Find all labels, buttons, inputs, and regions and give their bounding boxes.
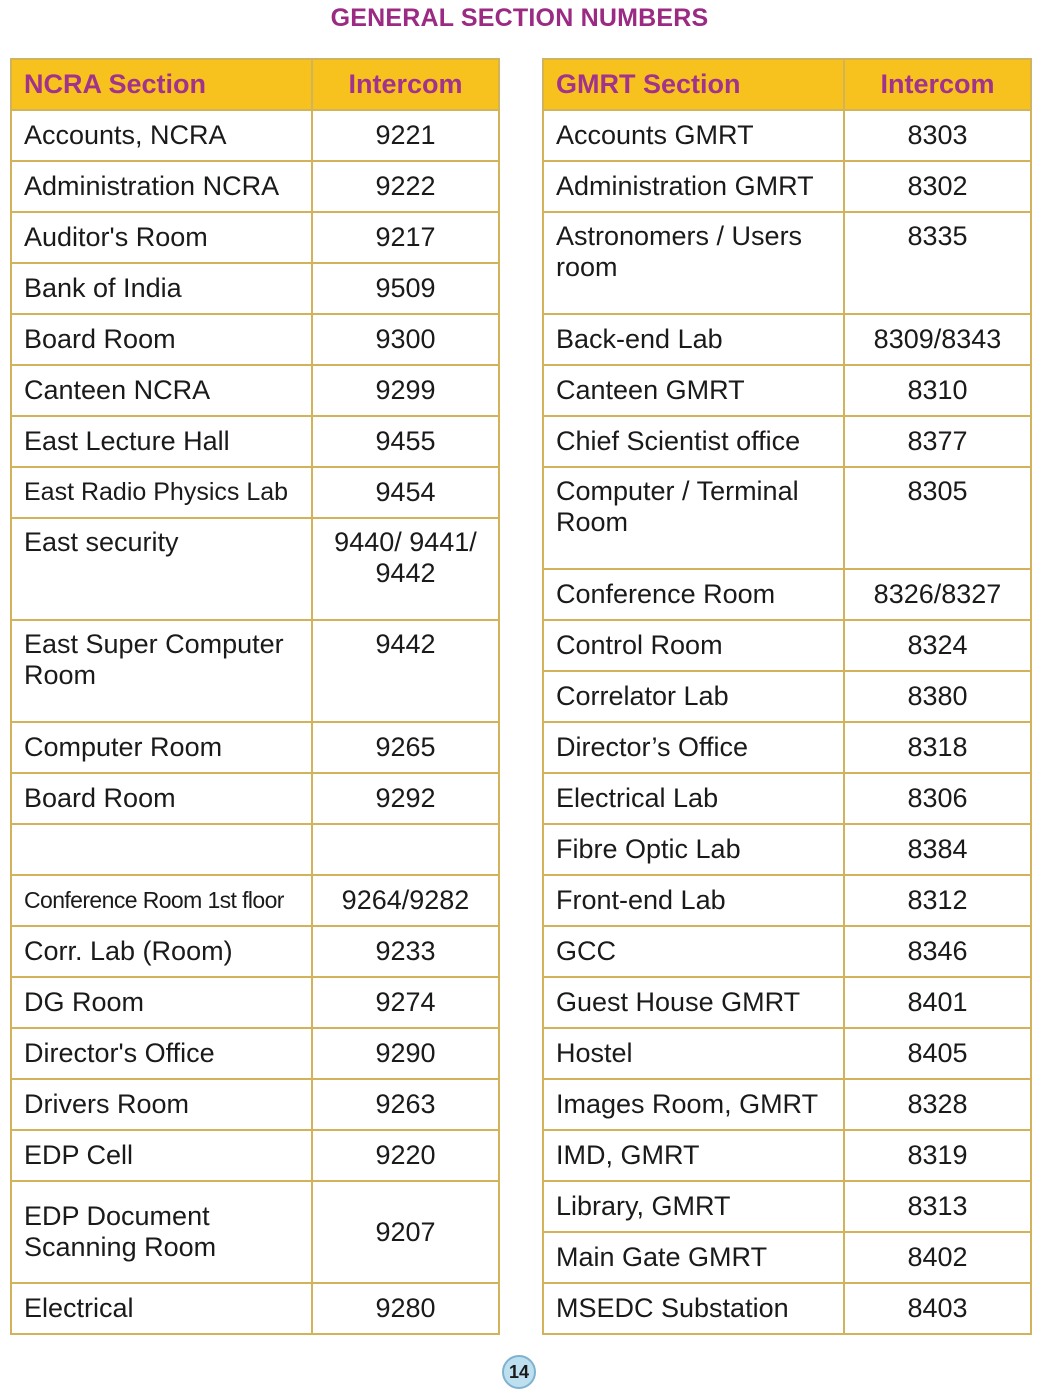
intercom-number: 8380: [844, 671, 1031, 722]
intercom-number: 9290: [312, 1028, 499, 1079]
table-row: [11, 1130, 499, 1181]
table-row: [543, 569, 1031, 620]
section-name: EDP Cell: [11, 1130, 312, 1181]
section-name: Front-end Lab: [543, 875, 844, 926]
table-row: [543, 671, 1031, 722]
table-row: [543, 926, 1031, 977]
intercom-number: 9233: [312, 926, 499, 977]
section-name: Library, GMRT: [543, 1181, 844, 1232]
table-row: [11, 1079, 499, 1130]
section-name: EDP Document Scanning Room: [11, 1181, 312, 1283]
intercom-number: 9299: [312, 365, 499, 416]
gmrt-table: [542, 58, 1032, 1335]
table-row: [11, 365, 499, 416]
section-name: Corr. Lab (Room): [11, 926, 312, 977]
intercom-number: 8403: [844, 1283, 1031, 1334]
section-name: Images Room, GMRT: [543, 1079, 844, 1130]
section-name: Chief Scientist office: [543, 416, 844, 467]
table-row: [543, 365, 1031, 416]
intercom-number: 9221: [312, 110, 499, 161]
section-name: Back-end Lab: [543, 314, 844, 365]
table-row: [543, 161, 1031, 212]
intercom-number: 9264/9282: [312, 875, 499, 926]
section-name: Control Room: [543, 620, 844, 671]
intercom-number: 8401: [844, 977, 1031, 1028]
section-name: Canteen GMRT: [543, 365, 844, 416]
page-number-badge: 14: [502, 1355, 536, 1389]
table-header-row: [11, 59, 499, 110]
intercom-number: 8319: [844, 1130, 1031, 1181]
table-row: [11, 1028, 499, 1079]
section-name: Board Room: [11, 314, 312, 365]
section-name: Accounts, NCRA: [11, 110, 312, 161]
intercom-number: 8310: [844, 365, 1031, 416]
table-row-empty: [11, 824, 499, 875]
table-row: [543, 416, 1031, 467]
intercom-number: 8335: [844, 212, 1031, 314]
intercom-number: 9274: [312, 977, 499, 1028]
intercom-number: 8303: [844, 110, 1031, 161]
intercom-number: 8328: [844, 1079, 1031, 1130]
intercom-number: 9442: [312, 620, 499, 722]
column-header-section: NCRA Section: [11, 59, 312, 110]
section-name: Accounts GMRT: [543, 110, 844, 161]
section-name: Correlator Lab: [543, 671, 844, 722]
intercom-number: 9217: [312, 212, 499, 263]
section-name: GCC: [543, 926, 844, 977]
section-name: DG Room: [11, 977, 312, 1028]
intercom-number: 8384: [844, 824, 1031, 875]
intercom-number: 9263: [312, 1079, 499, 1130]
table-row: [11, 977, 499, 1028]
section-name: [11, 824, 312, 875]
table-row: [543, 1028, 1031, 1079]
table-row: [11, 773, 499, 824]
intercom-number: 9454: [312, 467, 499, 518]
page-title: GENERAL SECTION NUMBERS: [330, 4, 709, 32]
section-name: Director’s Office: [543, 722, 844, 773]
intercom-number: [312, 824, 499, 875]
section-name: East Super Computer Room: [11, 620, 312, 722]
table-row: [543, 1232, 1031, 1283]
intercom-number: 8318: [844, 722, 1031, 773]
intercom-number: 8302: [844, 161, 1031, 212]
intercom-number: 8402: [844, 1232, 1031, 1283]
table-row: [11, 314, 499, 365]
table-row: [11, 1181, 499, 1283]
table-header-row: [543, 59, 1031, 110]
table-row: [11, 722, 499, 773]
section-name: East security: [11, 518, 312, 620]
table-row: [543, 1130, 1031, 1181]
table-row: [11, 467, 499, 518]
column-header-intercom: Intercom: [844, 59, 1031, 110]
section-name: Astronomers / Users room: [543, 212, 844, 314]
table-row: [543, 1283, 1031, 1334]
table-row: [543, 314, 1031, 365]
table-row: [543, 824, 1031, 875]
table-row: [543, 722, 1031, 773]
intercom-number: 8306: [844, 773, 1031, 824]
section-name: East Lecture Hall: [11, 416, 312, 467]
table-row: [11, 875, 499, 926]
table-row: [543, 977, 1031, 1028]
section-name: Hostel: [543, 1028, 844, 1079]
table-row: [11, 416, 499, 467]
table-row: [543, 875, 1031, 926]
section-name: Main Gate GMRT: [543, 1232, 844, 1283]
section-name: IMD, GMRT: [543, 1130, 844, 1181]
intercom-number: 8305: [844, 467, 1031, 569]
intercom-number: 9280: [312, 1283, 499, 1334]
section-name: Drivers Room: [11, 1079, 312, 1130]
intercom-number: 8313: [844, 1181, 1031, 1232]
intercom-number: 9222: [312, 161, 499, 212]
intercom-number: 8324: [844, 620, 1031, 671]
section-name: MSEDC Substation: [543, 1283, 844, 1334]
section-name: East Radio Physics Lab: [11, 467, 312, 518]
section-name: Fibre Optic Lab: [543, 824, 844, 875]
column-header-intercom: Intercom: [312, 59, 499, 110]
table-row: [543, 212, 1031, 314]
ncra-table: [10, 58, 500, 1335]
intercom-number: 9300: [312, 314, 499, 365]
section-name: Conference Room 1st floor: [11, 875, 312, 926]
table-row: [11, 926, 499, 977]
section-name: Auditor's Room: [11, 212, 312, 263]
section-name: Administration GMRT: [543, 161, 844, 212]
section-name: Computer Room: [11, 722, 312, 773]
section-name: Computer / Terminal Room: [543, 467, 844, 569]
intercom-number: 9220: [312, 1130, 499, 1181]
intercom-number: 9265: [312, 722, 499, 773]
table-row: [543, 620, 1031, 671]
section-name: Electrical Lab: [543, 773, 844, 824]
column-header-section: GMRT Section: [543, 59, 844, 110]
section-name: Board Room: [11, 773, 312, 824]
intercom-number: 9207: [312, 1181, 499, 1283]
section-name: Canteen NCRA: [11, 365, 312, 416]
section-name: Guest House GMRT: [543, 977, 844, 1028]
table-row: [11, 212, 499, 263]
table-row: [11, 263, 499, 314]
intercom-number: 8326/8327: [844, 569, 1031, 620]
intercom-number: 8346: [844, 926, 1031, 977]
table-row: [543, 1181, 1031, 1232]
intercom-number: 8405: [844, 1028, 1031, 1079]
section-name: Conference Room: [543, 569, 844, 620]
table-row: [11, 518, 499, 620]
intercom-number: 9292: [312, 773, 499, 824]
intercom-number: 9455: [312, 416, 499, 467]
table-row: [543, 467, 1031, 569]
table-row: [543, 110, 1031, 161]
intercom-number: 9440/ 9441/ 9442: [312, 518, 499, 620]
section-name: Administration NCRA: [11, 161, 312, 212]
table-row: [11, 620, 499, 722]
intercom-number: 8312: [844, 875, 1031, 926]
intercom-number: 9509: [312, 263, 499, 314]
section-name: Electrical: [11, 1283, 312, 1334]
table-row: [11, 110, 499, 161]
intercom-number: 8377: [844, 416, 1031, 467]
table-row: [543, 1079, 1031, 1130]
table-row: [11, 1283, 499, 1334]
intercom-number: 8309/8343: [844, 314, 1031, 365]
section-name: Director's Office: [11, 1028, 312, 1079]
table-row: [11, 161, 499, 212]
table-row: [543, 773, 1031, 824]
section-name: Bank of India: [11, 263, 312, 314]
